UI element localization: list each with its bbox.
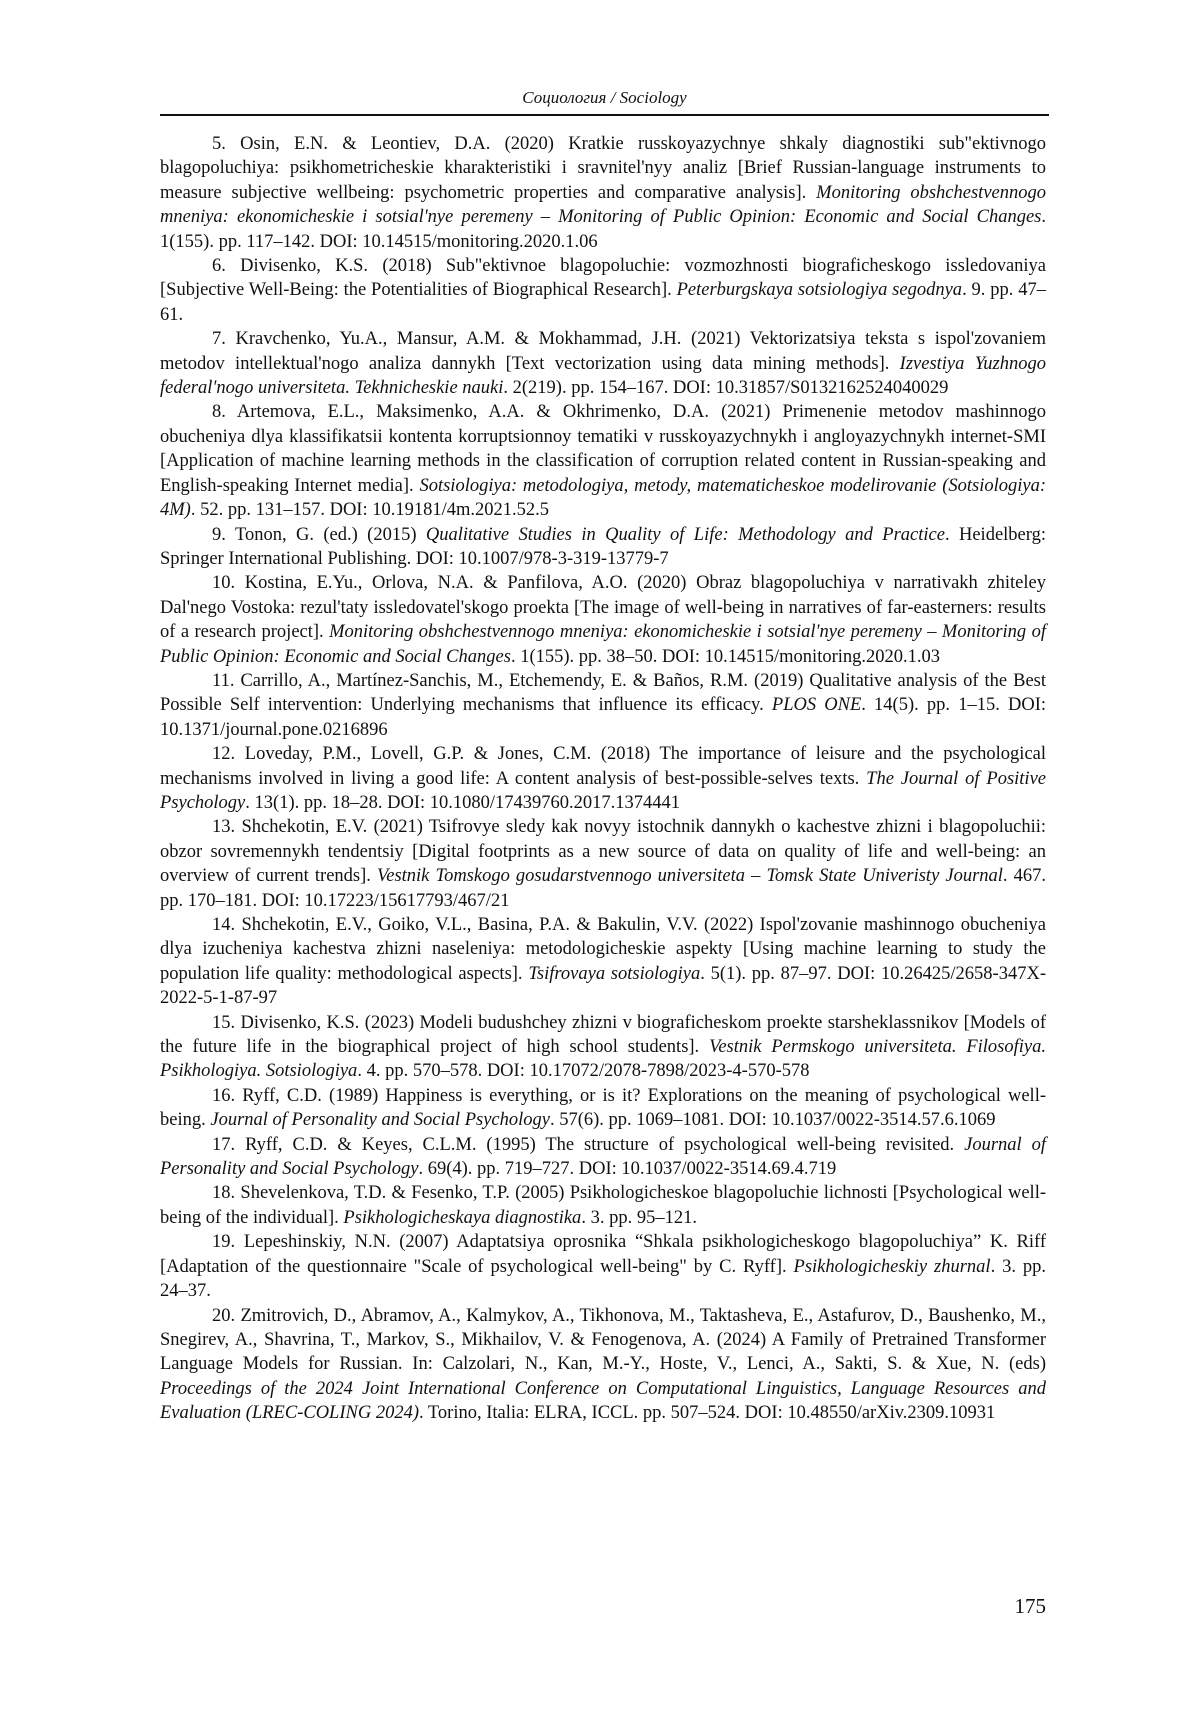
reference-number: 15. [212, 1012, 236, 1033]
reference-details: . 52. pp. 131–157. DOI: 10.19181/4m.2021.52.5 [190, 500, 550, 521]
reference-source: Monitoring obshchestvennogo mneniya: ekonomicheskie i sotsial'nye peremeny – Monitoring of Public Opinion: Economic and Social Changes [160, 182, 1046, 228]
reference-details: . 3. pp. 24–37. [160, 1256, 1046, 1302]
reference-text: Ryff, C.D. & Keyes, C.L.M. (1995) The structure of psychological well-being revisited. [245, 1134, 965, 1155]
reference-text: Artemova, E.L., Maksimenko, A.A. & Okhrimenko, D.A. (2021) Primenenie metodov mashinnogo obucheniya dlya klassifikatsii kontenta korruptsionnoy tematiki v russkoyazychnykh i angloyazychnykh internet-SMI [Application of machine learning methods in the classification of corruption related content in Russian-speaking and English-speaking Internet media]. [160, 402, 1046, 496]
reference-source: Sotsiologiya: metodologiya, metody, matematicheskoe modelirovanie (Sotsiologiya: 4M) [160, 475, 1046, 521]
reference-source: The Journal of Positive Psychology [160, 768, 1046, 813]
reference-source: Izvestiya Yuzhnogo federal'nogo universiteta. Tekhnicheskie nauki [160, 353, 1047, 399]
reference-number: 5. [212, 134, 226, 154]
reference-item [160, 1084, 1046, 1133]
reference-number: 16. [212, 1085, 236, 1106]
reference-text: Ryff, C.D. (1989) Happiness is everything, or is it? Explorations on the meaning of psychological well-being. [160, 1085, 1047, 1131]
reference-list [160, 132, 1046, 1426]
reference-text: Osin, E.N. & Leontiev, D.A. (2020) Kratkie russkoyazychnye shkaly diagnostiki sub"ektivnogo blagopoluchiya: psikhometricheskie kharakteristiki i sravnitel'nyy analiz [Brief Russian-language instruments to measure subjective wellbeing: psychometric properties and comparative analysis]. [160, 134, 1047, 203]
reference-item [160, 327, 1046, 400]
reference-number: 12. [212, 744, 236, 765]
reference-details: . 1(155). pp. 38–50. DOI: 10.14515/monitoring.2020.1.03 [510, 646, 941, 667]
reference-number: 20. [212, 1305, 236, 1326]
reference-source: Journal of Personality and Social Psychology [210, 1110, 550, 1131]
reference-item [160, 1230, 1046, 1303]
reference-number: 10. [212, 573, 236, 594]
reference-details: . 69(4). pp. 719–727. DOI: 10.1037/0022-3514.69.4.719 [418, 1159, 837, 1180]
reference-item [160, 1011, 1046, 1084]
reference-number: 11. [212, 670, 235, 691]
reference-number: 14. [212, 915, 236, 935]
reference-text: Lepeshinskiy, N.N. (2007) Adaptatsiya oprosnika “Shkala psikhologicheskogo blagopoluchiya” K. Riff [Adaptation of the questionnaire "Scale of psychological well-being" by C. Ryff]. [160, 1232, 1046, 1277]
reference-text: Kravchenko, Yu.A., Mansur, A.M. & Mokhammad, J.H. (2021) Vektorizatsiya teksta s ispol'zovaniem metodov intellektual'nogo analiza dannykh [Text vectorization using data mining methods]. [160, 329, 1046, 374]
reference-source: Qualitative Studies in Quality of Life: Methodology and Practice [425, 524, 945, 545]
reference-text: Shchekotin, E.V., Goiko, V.L., Basina, P.A. & Bakulin, V.V. (2022) Ispol'zovanie mashinnogo obucheniya dlya izucheniya kachestva zhizni naseleniya: metodologicheskie aspekty [Using machine learning to study the population life quality: methodological aspects]. [160, 915, 1047, 984]
reference-details: . 3. pp. 95–121. [581, 1207, 697, 1228]
reference-number: 17. [212, 1134, 236, 1155]
reference-item [160, 669, 1046, 742]
reference-source: Monitoring obshchestvennogo mneniya: ekonomicheskie i sotsial'nye peremeny – Monitoring of Public Opinion: Economic and Social Changes [160, 622, 1047, 667]
reference-source: Tsifrovaya sotsiologiya [528, 963, 701, 984]
reference-details: . Torino, Italia: ELRA, ICCL. pp. 507–524. DOI: 10.48550/arXiv.2309.10931 [419, 1403, 996, 1424]
reference-number: 8. [212, 402, 226, 423]
reference-number: 19. [212, 1232, 236, 1253]
reference-text: Zmitrovich, D., Abramov, A., Kalmykov, A., Tikhonova, M., Taktasheva, E., Astafurov, D., Baushenko, M., Snegirev, A., Shavrina, T., Markov, S., Mikhailov, V. & Fenogenova, A. (2024) A Family of Pretrained Transformer Language Models for Russian. In: Calzolari, N., Kan, M.-Y., Hoste, V., Lenci, A., Sakti, S. & Xue, N. (eds) [160, 1305, 1047, 1375]
reference-text: Tonon, G. (ed.) (2015) [234, 524, 426, 545]
reference-text: Kostina, E.Yu., Orlova, N.A. & Panfilova, A.O. (2020) Obraz blagopoluchiya v narrativakh zhiteley Dal'nego Vostoka: rezul'taty issledovatel'skogo proekta [The image of well-being in narratives of far-easterners: results of a research project]. [160, 573, 1046, 643]
reference-number: 18. [212, 1183, 236, 1204]
reference-details: . 2(219). pp. 154–167. DOI: 10.31857/S0132162524040029 [503, 378, 949, 399]
reference-number: 9. [212, 524, 226, 545]
reference-text: Carrillo, A., Martínez-Sanchis, M., Etchemendy, E. & Baños, R.M. (2019) Qualitative analysis of the Best Possible Self intervention: Underlying mechanisms that influence its efficacy. [160, 670, 1047, 716]
reference-item [160, 400, 1046, 522]
page-number: 175 [1014, 1594, 1046, 1618]
reference-details: . 57(6). pp. 1069–1081. DOI: 10.1037/0022-3514.57.6.1069 [549, 1110, 996, 1131]
reference-source: Vestnik Tomskogo gosudarstvennogo universiteta – Tomsk State Univeristy Journal [376, 866, 1003, 887]
reference-details: . 9. pp. 47–61. [160, 280, 1046, 325]
reference-number: 13. [212, 817, 236, 838]
reference-source: Peterburgskaya sotsiologiya segodnya [676, 280, 963, 301]
reference-source: Journal of Personality and Social Psychology [160, 1134, 1046, 1180]
reference-details: . 5(1). pp. 87–97. DOI: 10.26425/2658-347X-2022-5-1-87-97 [160, 963, 1046, 1009]
reference-text: Shchekotin, E.V. (2021) Tsifrovye sledy kak novyy istochnik dannykh o kachestve zhizni i blagopoluchii: obzor sovremennykh tendentsiy [Digital footprints as a new source of data on quality of life and well-being: an overview of current trends]. [160, 817, 1047, 887]
reference-item [160, 571, 1046, 669]
header-rule [160, 114, 1049, 116]
reference-details: . Heidelberg: Springer International Publishing. DOI: 10.1007/978-3-319-13779-7 [160, 524, 1046, 569]
reference-item [160, 523, 1046, 572]
reference-source: Psikhologicheskiy zhurnal [793, 1256, 991, 1277]
reference-text: Divisenko, K.S. (2018) Sub"ektivnoe blagopoluchie: vozmozhnosti biograficheskogo issledovaniya [Subjective Well-Being: the Potentialities of Biographical Research]. [160, 256, 1047, 301]
reference-text: Loveday, P.M., Lovell, G.P. & Jones, C.M. (2018) The importance of leisure and the psychological mechanisms involved in living a good life: A content analysis of best-possible-selves texts. [160, 744, 1047, 789]
reference-item [160, 742, 1046, 815]
reference-text: Divisenko, K.S. (2023) Modeli budushchey zhizni v biograficheskom proekte starsheklassnikov [Models of the future life in the biographical project of high school students]. [160, 1012, 1047, 1058]
reference-details: . 13(1). pp. 18–28. DOI: 10.1080/17439760.2017.1374441 [245, 792, 681, 813]
reference-item [160, 815, 1046, 913]
reference-item [160, 132, 1046, 254]
reference-details: . 14(5). pp. 1–15. DOI: 10.1371/journal.pone.0216896 [160, 695, 1047, 740]
reference-text: Shevelenkova, T.D. & Fesenko, T.P. (2005) Psikhologicheskoe blagopoluchie lichnosti [Psychological well-being of the individual]. [160, 1183, 1046, 1228]
reference-item [160, 913, 1046, 1011]
reference-number: 6. [212, 256, 226, 277]
reference-item [160, 1181, 1046, 1230]
reference-source: Vestnik Permskogo universiteta. Filosofiya. Psikhologiya. Sotsiologiya [160, 1037, 1046, 1082]
reference-source: Psikhologicheskaya diagnostika [343, 1207, 582, 1228]
reference-details: . 467. pp. 170–181. DOI: 10.17223/15617793/467/21 [160, 866, 1047, 911]
reference-item [160, 254, 1046, 327]
reference-item [160, 1304, 1046, 1426]
running-header: Социология / Sociology [522, 88, 687, 107]
reference-details: . 1(155). pp. 117–142. DOI: 10.14515/monitoring.2020.1.06 [160, 207, 1046, 252]
reference-item [160, 1133, 1046, 1182]
reference-number: 7. [212, 329, 226, 350]
reference-details: . 4. pp. 570–578. DOI: 10.17072/2078-7898/2023-4-570-578 [357, 1061, 810, 1082]
reference-source: PLOS ONE [771, 695, 862, 716]
reference-source: Proceedings of the 2024 Joint International Conference on Computational Linguistics, Language Resources and Evaluation (LREC-COLING 2024) [160, 1378, 1046, 1424]
